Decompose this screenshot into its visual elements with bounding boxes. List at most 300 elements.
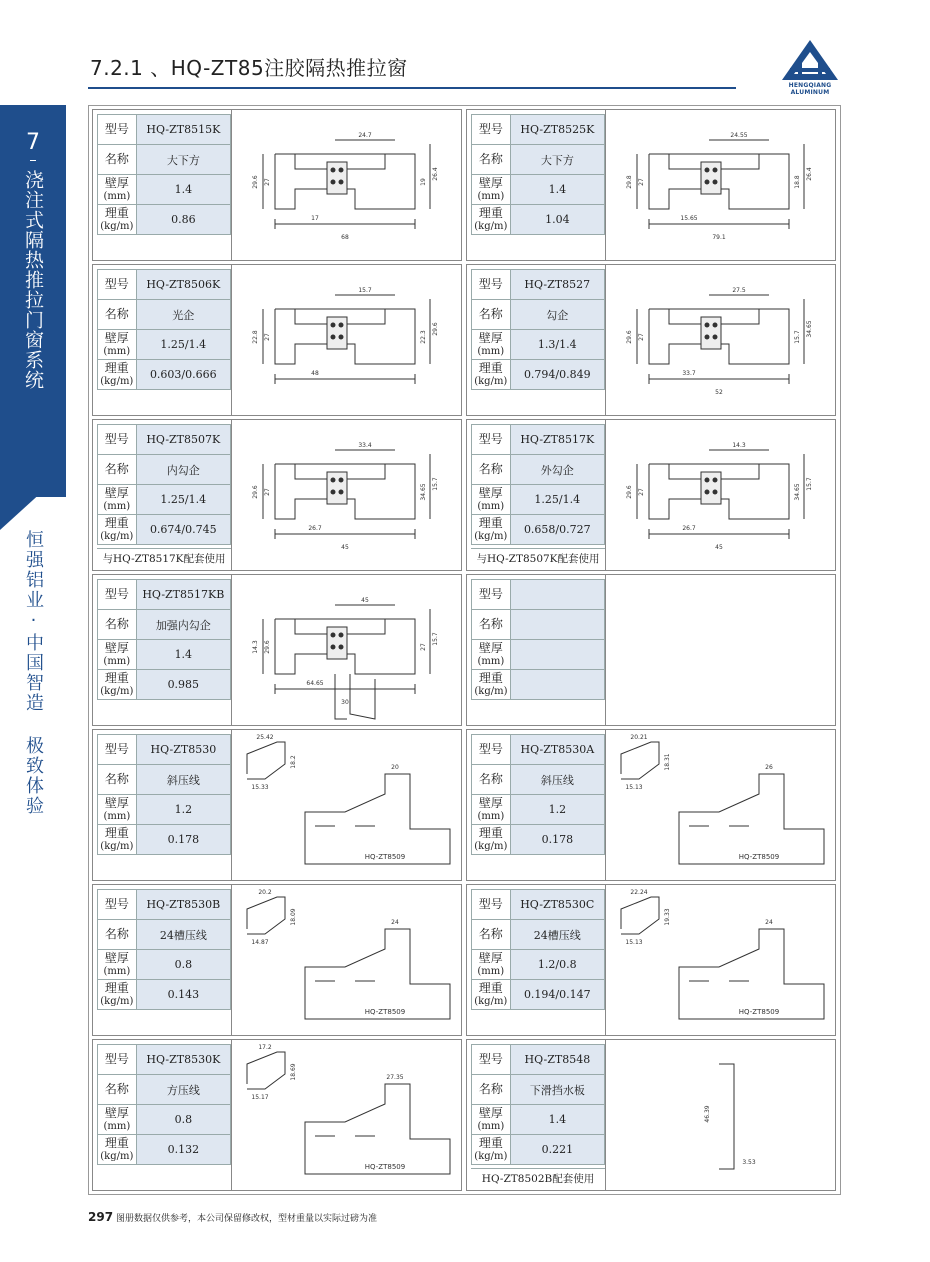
profile-drawing xyxy=(235,1044,457,1188)
profile-drawing xyxy=(235,114,457,258)
spec-row-model xyxy=(98,890,231,920)
spec-value-name: 下滑挡水板 xyxy=(510,1075,604,1105)
page-number: 297 xyxy=(88,1210,114,1224)
spec-row-weight xyxy=(472,205,605,235)
spec-value-model xyxy=(510,580,604,610)
profile-drawing xyxy=(235,889,457,1033)
profile-section-drawing xyxy=(621,742,824,864)
spec-row-name xyxy=(98,610,231,640)
spec-value-model: HQ-ZT8506K xyxy=(136,270,230,300)
dimension-label: 27 xyxy=(264,333,271,341)
profile-section-drawing xyxy=(263,450,430,539)
spec-value-weight: 0.132 xyxy=(136,1135,230,1165)
profile-card xyxy=(466,729,836,881)
profile-card xyxy=(92,1039,462,1191)
dimension-label: 22.8 xyxy=(252,330,259,344)
dimension-label: 14.3 xyxy=(732,442,746,449)
profile-section-drawing xyxy=(719,1064,734,1169)
profile-spec-table xyxy=(471,579,605,700)
spec-row-name xyxy=(98,145,231,175)
dimension-label: 25.42 xyxy=(256,734,274,741)
spec-label-name: 名称 xyxy=(472,610,511,640)
spec-row-thickness xyxy=(472,175,605,205)
reference-profile-label: HQ-ZT8509 xyxy=(738,1008,780,1016)
profile-drawing xyxy=(609,579,831,723)
chapter-tab-corner xyxy=(0,470,66,530)
dimension-label: 15.7 xyxy=(432,632,439,646)
spec-row-weight xyxy=(98,980,231,1010)
spec-label-model: 型号 xyxy=(98,890,137,920)
spec-value-thickness xyxy=(510,640,604,670)
spec-row-model xyxy=(98,270,231,300)
spec-value-weight: 0.674/0.745 xyxy=(136,515,230,545)
spec-value-name: 内勾企 xyxy=(136,455,230,485)
dimension-label: 34.65 xyxy=(794,483,801,501)
cell-divider xyxy=(231,885,232,1035)
spec-label-weight: 理重 (kg/m) xyxy=(472,515,511,545)
dimension-label: 29.6 xyxy=(264,640,271,654)
spec-value-thickness: 1.3/1.4 xyxy=(510,330,604,360)
spec-row-thickness xyxy=(472,330,605,360)
profile-spec-table xyxy=(97,579,231,700)
dimension-label: 27 xyxy=(638,488,645,496)
spec-label-weight: 理重 (kg/m) xyxy=(98,515,137,545)
spec-label-name: 名称 xyxy=(98,610,137,640)
footer-disclaimer: 图册数据仅供参考，本公司保留修改权，型材重量以实际过磅为准 xyxy=(116,1214,378,1224)
spec-value-weight: 0.86 xyxy=(136,205,230,235)
spec-row-weight xyxy=(98,205,231,235)
profile-card xyxy=(466,1039,836,1191)
spec-value-weight: 0.658/0.727 xyxy=(510,515,604,545)
spec-value-model: HQ-ZT8530C xyxy=(510,890,604,920)
spec-value-name: 外勾企 xyxy=(510,455,604,485)
spec-label-thickness: 壁厚 (mm) xyxy=(98,485,137,515)
cell-divider xyxy=(605,575,606,725)
spec-row-name xyxy=(472,455,605,485)
cell-divider xyxy=(231,110,232,260)
chapter-title: 浇注式隔热推拉门窗系统 xyxy=(22,170,44,390)
chapter-number: 7 xyxy=(26,130,40,155)
dimension-label: 27 xyxy=(420,643,427,651)
spec-row-thickness xyxy=(98,485,231,515)
dimension-label: 15.7 xyxy=(358,287,372,294)
dimension-label: 27 xyxy=(638,333,645,341)
spec-label-model: 型号 xyxy=(98,425,137,455)
spec-row-name xyxy=(98,1075,231,1105)
spec-label-model: 型号 xyxy=(472,115,511,145)
profile-drawing xyxy=(235,424,457,568)
dimension-label: 27 xyxy=(638,178,645,186)
spec-row-model xyxy=(98,1045,231,1075)
dimension-label: 17.2 xyxy=(258,1044,272,1051)
profile-drawing xyxy=(235,269,457,413)
dimension-label: 26.4 xyxy=(806,167,813,181)
cell-divider xyxy=(605,1040,606,1190)
profile-section-drawing xyxy=(247,742,450,864)
dimension-label: 20 xyxy=(391,764,399,771)
profile-card xyxy=(92,574,462,726)
dimension-label: 29.6 xyxy=(252,485,259,499)
spec-label-name: 名称 xyxy=(98,920,137,950)
dimension-label: 30 xyxy=(341,699,349,706)
spec-value-name: 加强内勾企 xyxy=(136,610,230,640)
spec-value-weight: 0.985 xyxy=(136,670,230,700)
spec-row-thickness xyxy=(98,330,231,360)
dimension-label: 52 xyxy=(715,389,723,396)
spec-row-weight xyxy=(472,360,605,390)
dimension-label: 15.13 xyxy=(625,784,643,791)
spec-label-name: 名称 xyxy=(98,300,137,330)
usage-note: 与HQ-ZT8507K配套使用 xyxy=(471,548,605,569)
dimension-label: 3.53 xyxy=(742,1159,756,1166)
reference-profile-label: HQ-ZT8509 xyxy=(738,853,780,861)
spec-row-model xyxy=(472,735,605,765)
profile-drawing xyxy=(609,889,831,1033)
dimension-label: 26 xyxy=(765,764,773,771)
spec-row-thickness xyxy=(472,1105,605,1135)
dimension-label: 15.17 xyxy=(251,1094,269,1101)
dimension-label: 18.31 xyxy=(664,753,671,771)
dimension-label: 22.24 xyxy=(630,889,648,896)
spec-value-name: 大下方 xyxy=(136,145,230,175)
profile-card xyxy=(466,884,836,1036)
dimension-label: 29.6 xyxy=(626,330,633,344)
dimension-label: 15.7 xyxy=(432,477,439,491)
spec-label-name: 名称 xyxy=(472,300,511,330)
profile-drawing xyxy=(609,424,831,568)
profile-section-drawing xyxy=(263,295,430,384)
dimension-label: 26.7 xyxy=(308,525,322,532)
spec-row-name xyxy=(98,455,231,485)
spec-label-name: 名称 xyxy=(98,765,137,795)
spec-label-thickness: 壁厚 (mm) xyxy=(98,330,137,360)
spec-value-model: HQ-ZT8530A xyxy=(510,735,604,765)
spec-label-weight: 理重 (kg/m) xyxy=(472,825,511,855)
cell-divider xyxy=(605,265,606,415)
cell-divider xyxy=(231,730,232,880)
spec-row-model xyxy=(472,1045,605,1075)
spec-row-name xyxy=(472,610,605,640)
spec-value-thickness: 1.25/1.4 xyxy=(510,485,604,515)
spec-value-model: HQ-ZT8525K xyxy=(510,115,604,145)
spec-label-weight: 理重 (kg/m) xyxy=(98,980,137,1010)
cell-divider xyxy=(605,110,606,260)
spec-value-weight: 0.794/0.849 xyxy=(510,360,604,390)
dimension-label: 27.35 xyxy=(386,1074,404,1081)
cell-divider xyxy=(231,575,232,725)
spec-label-model: 型号 xyxy=(98,115,137,145)
spec-label-weight: 理重 (kg/m) xyxy=(98,205,137,235)
dimension-label: 45 xyxy=(341,544,349,551)
spec-value-thickness: 1.4 xyxy=(136,175,230,205)
profile-card xyxy=(92,729,462,881)
spec-label-model: 型号 xyxy=(472,735,511,765)
profile-spec-table xyxy=(97,1044,231,1165)
usage-note: 与HQ-ZT8517K配套使用 xyxy=(97,548,231,569)
spec-value-thickness: 1.4 xyxy=(510,1105,604,1135)
cell-divider xyxy=(605,420,606,570)
spec-label-thickness: 壁厚 (mm) xyxy=(472,795,511,825)
profile-card xyxy=(466,109,836,261)
spec-row-weight xyxy=(472,980,605,1010)
spec-row-model xyxy=(98,425,231,455)
profile-section-drawing xyxy=(247,1052,450,1174)
spec-row-model xyxy=(472,270,605,300)
spec-label-model: 型号 xyxy=(472,1045,511,1075)
dimension-label: 14.87 xyxy=(251,939,269,946)
brand-slogan: 恒强铝业·中国智造 极致体验 xyxy=(23,530,44,816)
spec-row-thickness xyxy=(98,640,231,670)
spec-value-weight: 0.221 xyxy=(510,1135,604,1165)
profile-section-drawing xyxy=(247,897,450,1019)
usage-note: HQ-ZT8502B配套使用 xyxy=(471,1168,605,1189)
spec-label-weight: 理重 (kg/m) xyxy=(472,1135,511,1165)
profile-spec-table xyxy=(471,889,605,1010)
spec-value-thickness: 0.8 xyxy=(136,950,230,980)
spec-label-name: 名称 xyxy=(472,1075,511,1105)
spec-row-thickness xyxy=(98,175,231,205)
cell-divider xyxy=(605,885,606,1035)
dimension-label: 48 xyxy=(311,370,319,377)
spec-row-thickness xyxy=(98,950,231,980)
spec-row-weight xyxy=(472,670,605,700)
spec-label-thickness: 壁厚 (mm) xyxy=(472,1105,511,1135)
spec-value-model: HQ-ZT8517KB xyxy=(136,580,230,610)
spec-row-model xyxy=(98,735,231,765)
dimension-label: 27 xyxy=(264,488,271,496)
spec-label-thickness: 壁厚 (mm) xyxy=(98,640,137,670)
dimension-label: 24.55 xyxy=(730,132,748,139)
profile-drawing xyxy=(235,734,457,878)
spec-value-model: HQ-ZT8530B xyxy=(136,890,230,920)
spec-row-thickness xyxy=(472,950,605,980)
dimension-label: 18.2 xyxy=(290,755,297,769)
spec-row-thickness xyxy=(472,795,605,825)
dimension-label: 22.3 xyxy=(420,330,427,344)
spec-row-weight xyxy=(98,825,231,855)
spec-row-model xyxy=(98,115,231,145)
spec-label-model: 型号 xyxy=(472,580,511,610)
spec-row-weight xyxy=(472,825,605,855)
spec-row-name xyxy=(472,1075,605,1105)
page-title: 7.2.1 、HQ-ZT85注胶隔热推拉窗 xyxy=(90,56,408,80)
spec-label-model: 型号 xyxy=(98,270,137,300)
spec-label-thickness: 壁厚 (mm) xyxy=(472,640,511,670)
dimension-label: 19 xyxy=(420,178,427,186)
spec-label-weight: 理重 (kg/m) xyxy=(98,670,137,700)
profile-card xyxy=(92,419,462,571)
spec-value-thickness: 1.4 xyxy=(510,175,604,205)
spec-label-name: 名称 xyxy=(472,920,511,950)
spec-value-thickness: 1.2 xyxy=(136,795,230,825)
spec-value-name: 斜压线 xyxy=(136,765,230,795)
spec-value-thickness: 1.25/1.4 xyxy=(136,330,230,360)
profile-spec-table xyxy=(471,734,605,855)
spec-value-thickness: 0.8 xyxy=(136,1105,230,1135)
profile-card xyxy=(466,419,836,571)
spec-label-weight: 理重 (kg/m) xyxy=(98,825,137,855)
dimension-label: 15.7 xyxy=(806,477,813,491)
cell-divider xyxy=(605,730,606,880)
dimension-label: 45 xyxy=(715,544,723,551)
dimension-label: 20.21 xyxy=(630,734,648,741)
dimension-label: 27 xyxy=(264,178,271,186)
profile-section-drawing xyxy=(637,295,804,384)
dimension-label: 15.13 xyxy=(625,939,643,946)
spec-label-weight: 理重 (kg/m) xyxy=(98,360,137,390)
spec-label-weight: 理重 (kg/m) xyxy=(472,980,511,1010)
spec-value-thickness: 1.2 xyxy=(510,795,604,825)
spec-value-model: HQ-ZT8517K xyxy=(510,425,604,455)
spec-value-name xyxy=(510,610,604,640)
spec-value-name: 斜压线 xyxy=(510,765,604,795)
spec-value-model: HQ-ZT8548 xyxy=(510,1045,604,1075)
spec-label-model: 型号 xyxy=(472,425,511,455)
spec-label-model: 型号 xyxy=(472,890,511,920)
dimension-label: 64.65 xyxy=(306,680,324,687)
dimension-label: 68 xyxy=(341,234,349,241)
dimension-label: 26.4 xyxy=(432,167,439,181)
spec-row-name xyxy=(472,920,605,950)
dimension-label: 29.6 xyxy=(626,485,633,499)
dimension-label: 24 xyxy=(765,919,773,926)
spec-row-name xyxy=(98,300,231,330)
spec-row-weight xyxy=(98,515,231,545)
profile-spec-table xyxy=(97,114,231,235)
profile-spec-table xyxy=(471,269,605,390)
spec-row-thickness xyxy=(98,795,231,825)
spec-label-weight: 理重 (kg/m) xyxy=(472,360,511,390)
spec-value-name: 24槽压线 xyxy=(136,920,230,950)
spec-value-name: 24槽压线 xyxy=(510,920,604,950)
spec-label-model: 型号 xyxy=(98,735,137,765)
title-divider xyxy=(88,87,736,89)
spec-row-model xyxy=(472,115,605,145)
spec-label-weight: 理重 (kg/m) xyxy=(472,670,511,700)
spec-label-weight: 理重 (kg/m) xyxy=(472,205,511,235)
spec-value-weight: 0.178 xyxy=(136,825,230,855)
profile-section-drawing xyxy=(637,140,804,229)
chapter-divider xyxy=(30,160,36,161)
profile-card xyxy=(466,574,836,726)
spec-value-model: HQ-ZT8507K xyxy=(136,425,230,455)
dimension-label: 33.7 xyxy=(682,370,696,377)
profile-spec-table xyxy=(97,889,231,1010)
profile-spec-table xyxy=(471,424,605,545)
spec-label-weight: 理重 (kg/m) xyxy=(98,1135,137,1165)
spec-value-weight xyxy=(510,670,604,700)
profile-card xyxy=(466,264,836,416)
spec-label-thickness: 壁厚 (mm) xyxy=(98,795,137,825)
spec-value-name: 方压线 xyxy=(136,1075,230,1105)
spec-row-name xyxy=(98,920,231,950)
profile-spec-table xyxy=(97,269,231,390)
spec-value-model: HQ-ZT8515K xyxy=(136,115,230,145)
spec-label-thickness: 壁厚 (mm) xyxy=(98,1105,137,1135)
spec-value-weight: 0.603/0.666 xyxy=(136,360,230,390)
dimension-label: 17 xyxy=(311,215,319,222)
spec-value-thickness: 1.4 xyxy=(136,640,230,670)
spec-label-name: 名称 xyxy=(472,765,511,795)
profile-spec-table xyxy=(471,1044,605,1165)
spec-row-name xyxy=(472,145,605,175)
dimension-label: 19.33 xyxy=(664,908,671,926)
dimension-label: 29.8 xyxy=(626,175,633,189)
spec-value-name: 大下方 xyxy=(510,145,604,175)
profile-spec-table xyxy=(471,114,605,235)
spec-row-model xyxy=(472,425,605,455)
spec-value-weight: 1.04 xyxy=(510,205,604,235)
dimension-label: 15.7 xyxy=(794,330,801,344)
spec-label-thickness: 壁厚 (mm) xyxy=(472,485,511,515)
profile-drawing xyxy=(609,269,831,413)
dimension-label: 29.6 xyxy=(252,175,259,189)
dimension-label: 26.7 xyxy=(682,525,696,532)
spec-row-name xyxy=(472,765,605,795)
spec-label-name: 名称 xyxy=(98,455,137,485)
spec-row-thickness xyxy=(98,1105,231,1135)
profile-card xyxy=(92,264,462,416)
profile-spec-table xyxy=(97,424,231,545)
reference-profile-label: HQ-ZT8509 xyxy=(364,1163,406,1171)
spec-value-weight: 0.143 xyxy=(136,980,230,1010)
profile-drawing xyxy=(609,114,831,258)
spec-value-model: HQ-ZT8527 xyxy=(510,270,604,300)
dimension-label: 79.1 xyxy=(712,234,726,241)
spec-row-name xyxy=(98,765,231,795)
spec-value-weight: 0.194/0.147 xyxy=(510,980,604,1010)
dimension-label: 20.2 xyxy=(258,889,272,896)
spec-value-model: HQ-ZT8530K xyxy=(136,1045,230,1075)
dimension-label: 46.39 xyxy=(704,1105,711,1123)
dimension-label: 34.65 xyxy=(420,483,427,501)
spec-value-name: 光企 xyxy=(136,300,230,330)
profile-card xyxy=(92,884,462,1036)
spec-row-weight xyxy=(472,1135,605,1165)
dimension-label: 45 xyxy=(361,597,369,604)
spec-label-name: 名称 xyxy=(98,1075,137,1105)
spec-label-model: 型号 xyxy=(98,580,137,610)
cell-divider xyxy=(231,265,232,415)
spec-label-thickness: 壁厚 (mm) xyxy=(472,330,511,360)
dimension-label: 15.33 xyxy=(251,784,269,791)
cell-divider xyxy=(231,420,232,570)
spec-row-name xyxy=(472,300,605,330)
dimension-label: 18.69 xyxy=(290,1063,297,1081)
spec-label-thickness: 壁厚 (mm) xyxy=(98,950,137,980)
profile-section-drawing xyxy=(637,450,804,539)
spec-value-weight: 0.178 xyxy=(510,825,604,855)
spec-row-model xyxy=(472,890,605,920)
spec-row-weight xyxy=(472,515,605,545)
profile-spec-table xyxy=(97,734,231,855)
spec-value-model: HQ-ZT8530 xyxy=(136,735,230,765)
spec-value-thickness: 1.2/0.8 xyxy=(510,950,604,980)
logo-text: HENGQIANG ALUMINUM xyxy=(788,82,832,96)
profile-drawing xyxy=(235,579,457,723)
dimension-label: 14.3 xyxy=(252,640,259,654)
dimension-label: 34.65 xyxy=(806,320,813,338)
profile-section-drawing xyxy=(621,897,824,1019)
spec-label-model: 型号 xyxy=(472,270,511,300)
profile-drawing xyxy=(609,734,831,878)
spec-label-thickness: 壁厚 (mm) xyxy=(472,175,511,205)
dimension-label: 24.7 xyxy=(358,132,372,139)
spec-value-name: 勾企 xyxy=(510,300,604,330)
spec-row-model xyxy=(98,580,231,610)
spec-value-thickness: 1.25/1.4 xyxy=(136,485,230,515)
profile-card xyxy=(92,109,462,261)
